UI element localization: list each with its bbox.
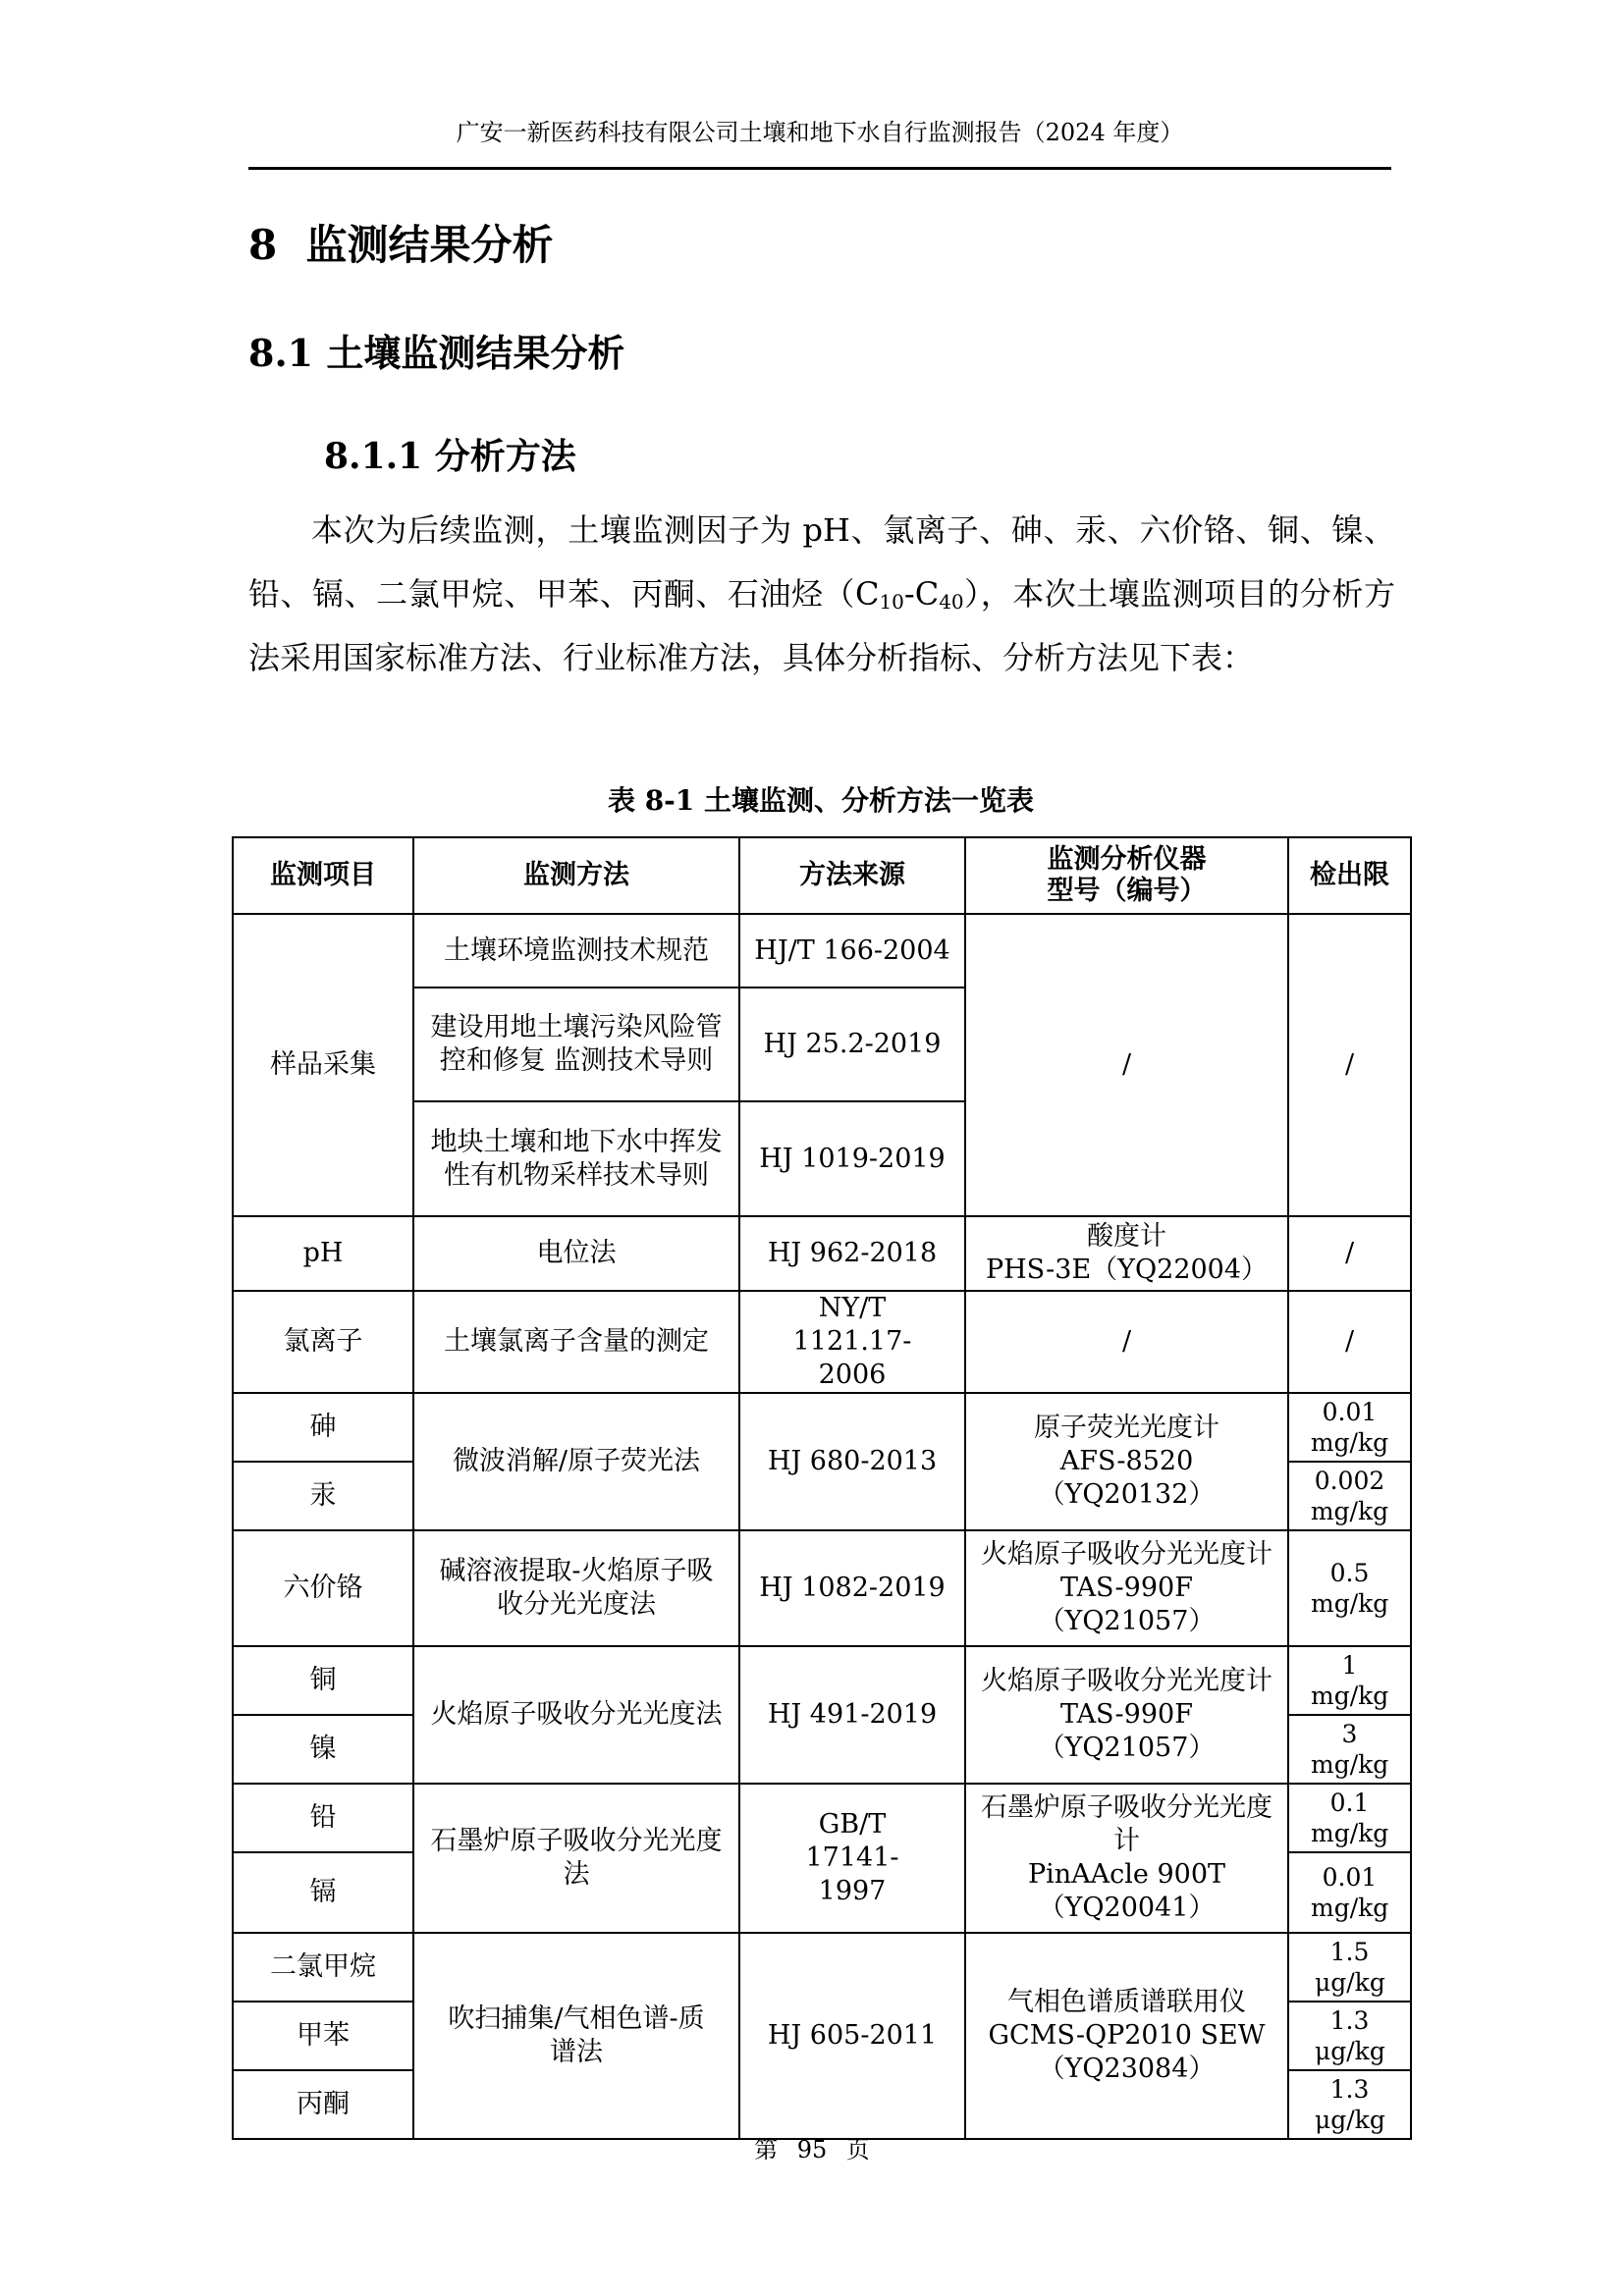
cell-source: HJ 680-2013 (739, 1393, 965, 1530)
header-rule (248, 167, 1391, 170)
cell-method: 吹扫捕集/气相色谱-质谱法 (413, 1933, 739, 2139)
cell-instrument: 气相色谱质谱联用仪 GCMS-QP2010 SEW （YQ23084） (965, 1933, 1288, 2139)
cell-source: HJ 962-2018 (739, 1216, 965, 1291)
cell-item: 六价铬 (233, 1530, 413, 1646)
cell-source: NY/T 1121.17-2006 (739, 1291, 965, 1393)
cell-item: 样品采集 (233, 914, 413, 1216)
cell-limit: 0.1 mg/kg (1288, 1784, 1411, 1852)
section-heading: 8.1 土壤监测结果分析 (248, 331, 625, 375)
cell-item: 甲苯 (233, 2002, 413, 2070)
cell-method: 火焰原子吸收分光光度法 (413, 1646, 739, 1784)
header-item: 监测项目 (233, 837, 413, 914)
header-method: 监测方法 (413, 837, 739, 914)
header-source: 方法来源 (739, 837, 965, 914)
chapter-heading: 8 监测结果分析 (248, 221, 554, 269)
cell-limit: 0.01 mg/kg (1288, 1393, 1411, 1462)
header-limit: 检出限 (1288, 837, 1411, 914)
cell-source: HJ 25.2-2019 (739, 988, 965, 1101)
cell-source: HJ 1019-2019 (739, 1101, 965, 1216)
cell-item: 砷 (233, 1393, 413, 1462)
cell-limit: 1.5 μg/kg (1288, 1933, 1411, 2002)
page-number: 95 (796, 2136, 828, 2163)
cell-instrument: 石墨炉原子吸收分光光度计 PinAAcle 900T （YQ20041） (965, 1784, 1288, 1933)
table-row (233, 1530, 1411, 1646)
cell-limit: 1 mg/kg (1288, 1646, 1411, 1715)
cell-instrument: 火焰原子吸收分光光度计 TAS-990F （YQ21057） (965, 1646, 1288, 1784)
cell-item: 汞 (233, 1462, 413, 1530)
cell-instrument: / (965, 1291, 1288, 1393)
cell-instrument: 原子荧光光度计 AFS-8520 （YQ20132） (965, 1393, 1288, 1530)
cell-method: 微波消解/原子荧光法 (413, 1393, 739, 1530)
table-row (233, 1933, 1411, 2002)
cell-item: 镉 (233, 1852, 413, 1933)
cell-method: 电位法 (413, 1216, 739, 1291)
cell-instrument: / (965, 914, 1288, 1216)
cell-limit: 3 mg/kg (1288, 1715, 1411, 1784)
cell-method: 石墨炉原子吸收分光光度法 (413, 1784, 739, 1933)
cell-source: GB/T 17141-1997 (739, 1784, 965, 1933)
running-header: 广安一新医药科技有限公司土壤和地下水自行监测报告（2024 年度） (456, 119, 1184, 146)
cell-item: pH (233, 1216, 413, 1291)
table-row (233, 1393, 1411, 1462)
analysis-methods-table (232, 836, 1412, 2140)
cell-limit: 1.3 μg/kg (1288, 2002, 1411, 2070)
table-row (233, 1784, 1411, 1852)
table-caption: 表 8-1 土壤监测、分析方法一览表 (607, 784, 1035, 817)
cell-limit: 1.3 μg/kg (1288, 2070, 1411, 2139)
cell-method: 土壤环境监测技术规范 (413, 914, 739, 988)
cell-method: 建设用地土壤污染风险管控和修复 监测技术导则 (413, 988, 739, 1101)
table-row (233, 914, 1411, 988)
cell-method: 土壤氯离子含量的测定 (413, 1291, 739, 1393)
footer-prefix: 第 (754, 2136, 779, 2163)
page-footer (0, 2133, 1624, 2166)
cell-source: HJ/T 166-2004 (739, 914, 965, 988)
footer-suffix: 页 (845, 2136, 870, 2163)
cell-source: HJ 605-2011 (739, 1933, 965, 2139)
cell-item: 二氯甲烷 (233, 1933, 413, 2002)
subsection-heading: 8.1.1 分析方法 (324, 436, 576, 477)
cell-item: 氯离子 (233, 1291, 413, 1393)
cell-item: 铜 (233, 1646, 413, 1715)
table-row (233, 1291, 1411, 1393)
cell-limit: 0.01 mg/kg (1288, 1852, 1411, 1933)
cell-limit: 0.5 mg/kg (1288, 1530, 1411, 1646)
table-header-row (233, 837, 1411, 914)
header-instrument: 监测分析仪器 型号（编号） (965, 837, 1288, 914)
cell-method: 碱溶液提取-火焰原子吸收分光光度法 (413, 1530, 739, 1646)
cell-limit: / (1288, 1216, 1411, 1291)
cell-limit: / (1288, 914, 1411, 1216)
cell-instrument: 酸度计 PHS-3E（YQ22004） (965, 1216, 1288, 1291)
cell-source: HJ 491-2019 (739, 1646, 965, 1784)
cell-item: 丙酮 (233, 2070, 413, 2139)
table-row (233, 1216, 1411, 1291)
cell-limit: / (1288, 1291, 1411, 1393)
table-row (233, 1646, 1411, 1715)
intro-paragraph: 本次为后续监测，土壤监测因子为 pH、氯离子、砷、汞、六价铬、铜、镍、铅、镉、二氯甲烷、甲苯、丙酮、石油烃$(C_{10}-C_{40})$，本次土壤监测项目的分析方法采用国家标准方法、行业标准方法，具体分析指标、分析方法见下表： (248, 511, 1395, 676)
cell-item: 铅 (233, 1784, 413, 1852)
cell-instrument: 火焰原子吸收分光光度计 TAS-990F （YQ21057） (965, 1530, 1288, 1646)
cell-source: HJ 1082-2019 (739, 1530, 965, 1646)
cell-method: 地块土壤和地下水中挥发性有机物采样技术导则 (413, 1101, 739, 1216)
cell-item: 镍 (233, 1715, 413, 1784)
cell-limit: 0.002 mg/kg (1288, 1462, 1411, 1530)
